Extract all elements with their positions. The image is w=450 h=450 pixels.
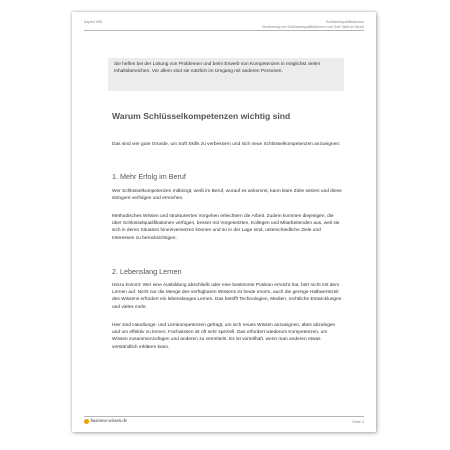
footer-logo [84, 419, 127, 424]
page-number: Seite 4 [352, 420, 364, 424]
logo-text: business-wissen.de [90, 419, 127, 424]
paragraph: Hier sind Handlungs- und Lernkompetenzen gefragt, um sich neues Wissen anzueignen, altes abzulegen und um effektiv zu lernen. Fachwissen ist oft sehr speziell. Das erfordert wiederum Kompetenzen, um Wissen zusammenzufügen und anderen zu vermitteln. Es ist vorteilhaft, wenn man anderen etwas verständlich erklären kann. [112, 323, 336, 350]
header-chapter: Kapitel 005 [84, 20, 102, 24]
paragraph: Hinzu kommt: Wer eine Ausbildung abschließt oder eine bestimmte Position erreicht hat, hört nicht mit dem Lernen auf. Nicht nur die Menge des verfügbaren Wissens ist heute enorm, auch die geringe Halbwertszeit des Wissens erfordert ein lebenslanges Lernen. Das betrifft Technologien, Medien, rechtliche Entwicklungen und vieles mehr. [112, 283, 342, 310]
intro-box: Sie helfen bei der Lösung von Problemen und beim Erwerb von Kompetenzen in möglichst vielen Inhaltsbereichen. Vor allem sind sie nützlich im Umgang mit anderen Personen. [108, 58, 344, 91]
header-title-line2: Bedeutung von Schlüsselqualifikationen und Soft Skills im Beruf [262, 25, 364, 29]
header-divider [84, 30, 364, 31]
header-title [262, 20, 364, 30]
subsection-title-1: 1. Mehr Erfolg im Beruf [112, 172, 186, 181]
subsection-title-2: 2. Lebenslang Lernen [112, 267, 182, 276]
document-page [72, 12, 376, 432]
logo-dot-icon [84, 419, 89, 424]
section-title: Warum Schlüsselkompetenzen wichtig sind [112, 111, 291, 121]
header-title-line1: Schlüsselqualifikationen [325, 20, 364, 24]
paragraph: Wer Schlüsselkompetenzen mitbringt, weiß im Beruf, worauf es ankommt, kann klare Ziele setzen und diese stringent verfolgen und erreichen. [112, 189, 342, 202]
section-intro: Das sind vier gute Gründe, um Soft Skills zu verbessern und sich neue Schlüsselkompetenzen anzueignen: [112, 142, 341, 147]
footer-divider [84, 416, 364, 417]
paragraph: Methodisches Wissen und strukturiertes Vorgehen erleichtern die Arbeit. Zudem kommen diejenigen, die über Schlüsselqualifikationen verfügen, besser mit Vorgesetzten, Kollegen und Mitarbeitenden aus, weil sie sich in deren Situation hineinversetzen können und so in der Lage sind, unterschiedliche Ziele und Interessen zu berücksichtigen. [112, 214, 340, 241]
